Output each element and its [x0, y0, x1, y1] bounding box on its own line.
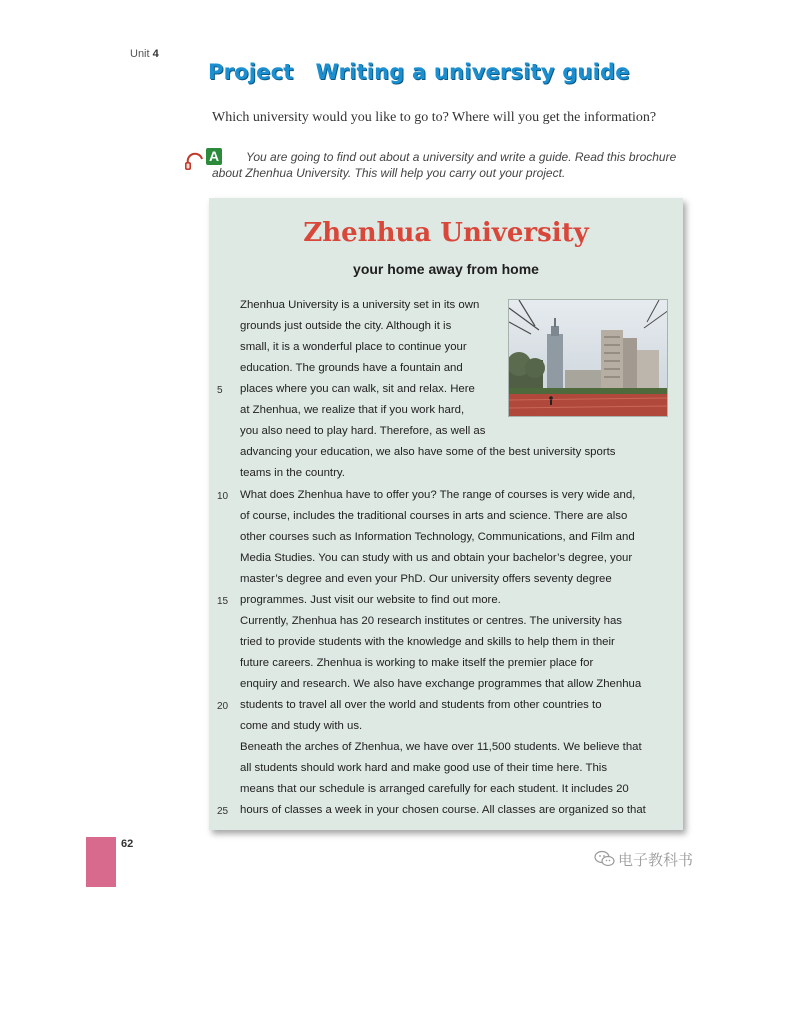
unit-number: 4: [152, 48, 159, 60]
brochure-line: grounds just outside the city. Although it is: [240, 320, 452, 332]
page-color-tab: [86, 837, 116, 887]
brochure-line: future careers. Zhenhua is working to make itself the premier place for: [240, 657, 594, 669]
brochure-line: advancing your education, we also have some of the best university sports: [240, 446, 616, 458]
brochure-line: other courses such as Information Technology, Communications, and Film and: [240, 531, 635, 543]
brochure-line: Zhenhua University is a university set in its own: [240, 299, 480, 311]
brochure: [209, 198, 683, 830]
brochure-title: Zhenhua University: [303, 218, 589, 248]
task-text: You are going to find out about a university and write a guide. Read this brochure about Zhenhua University. This will help you carry out your project.: [212, 150, 677, 180]
watermark-text: 电子教科书: [618, 851, 694, 869]
page-number: 62: [121, 838, 134, 850]
brochure-line: you also need to play hard. Therefore, as well as: [240, 425, 486, 437]
brochure-line: all students should work hard and make good use of their time here. This: [240, 762, 608, 774]
brochure-line: small, it is a wonderful place to continue your: [240, 341, 467, 353]
task-letter-badge: A: [206, 148, 222, 165]
brochure-line: means that our schedule is arranged carefully for each student. It includes 20: [240, 783, 629, 795]
brochure-line: enquiry and research. We also have exchange programmes that allow Zhenhua: [240, 678, 642, 690]
brochure-line: students to travel all over the world and students from other countries to: [240, 699, 602, 711]
brochure-line: master’s degree and even your PhD. Our university offers seventy degree: [240, 573, 612, 585]
project-title-text: Writing a university guide: [315, 60, 630, 84]
brochure-line: of course, includes the traditional courses in arts and science. There are also: [240, 510, 628, 522]
unit-label-text: Unit: [130, 48, 150, 60]
brochure-line: education. The grounds have a fountain and: [240, 362, 463, 374]
page-title: [208, 60, 630, 84]
brochure-line: tried to provide students with the knowledge and skills to help them in their: [240, 636, 615, 648]
brochure-line: at Zhenhua, we realize that if you work hard,: [240, 404, 465, 416]
unit-label: [130, 48, 159, 60]
campus-photo: [508, 299, 668, 417]
brochure-line: hours of classes a week in your chosen course. All classes are organized so that: [240, 804, 646, 816]
line-number: 10: [217, 491, 229, 502]
brochure-line: teams in the country.: [240, 467, 345, 479]
project-label: Project: [208, 60, 294, 84]
brochure-line: Currently, Zhenhua has 20 research institutes or centres. The university has: [240, 615, 622, 627]
brochure-subtitle: your home away from home: [353, 261, 539, 277]
brochure-line: What does Zhenhua have to offer you? The range of courses is very wide and,: [240, 489, 636, 501]
wechat-icon: [594, 850, 616, 868]
brochure-line: come and study with us.: [240, 720, 363, 732]
brochure-line: Beneath the arches of Zhenhua, we have over 11,500 students. We believe that: [240, 741, 642, 753]
line-number: 5: [217, 385, 223, 396]
brochure-line: places where you can walk, sit and relax. Here: [240, 383, 475, 395]
headphones-icon: [184, 150, 206, 172]
intro-question: Which university would you like to go to? Where will you get the information?: [212, 110, 657, 125]
line-number: 25: [217, 806, 229, 817]
brochure-line: Media Studies. You can study with us and obtain your bachelor’s degree, your: [240, 552, 633, 564]
brochure-line: programmes. Just visit our website to find out more.: [240, 594, 501, 606]
line-number: 20: [217, 701, 229, 712]
line-number: 15: [217, 596, 229, 607]
